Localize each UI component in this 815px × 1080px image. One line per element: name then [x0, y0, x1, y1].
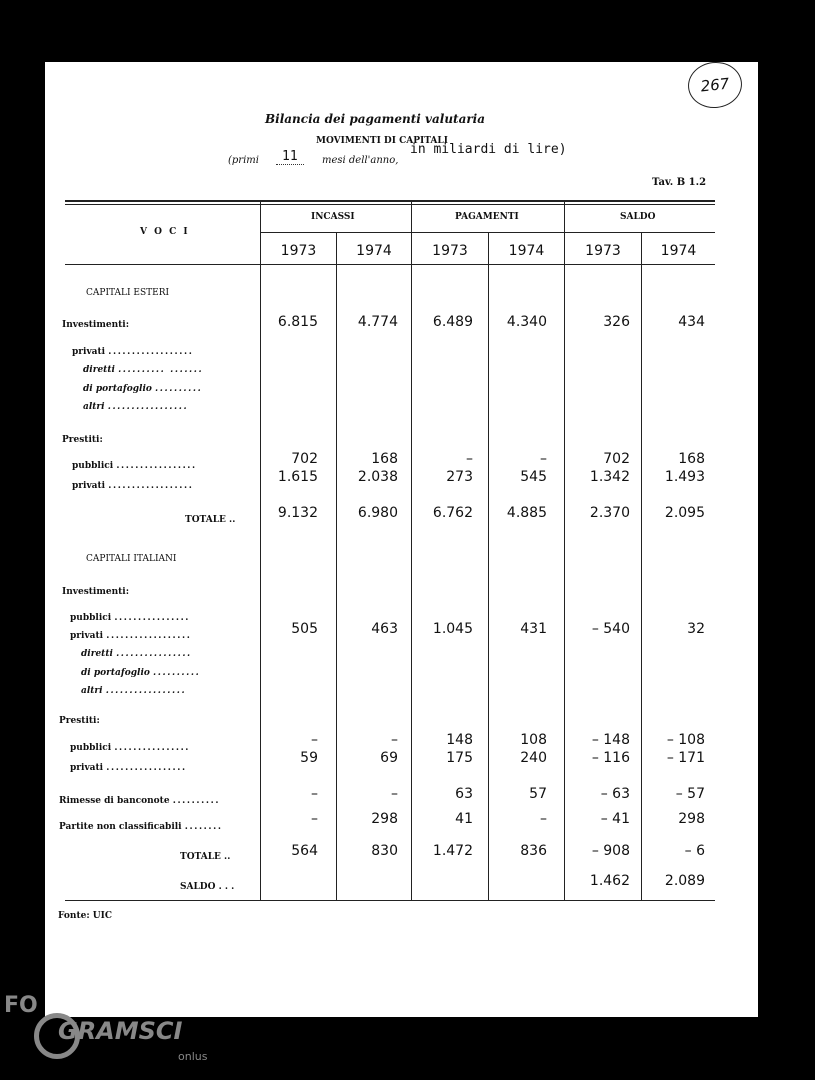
table-bottom-rule: [65, 900, 715, 901]
year-header: 1973: [280, 243, 317, 259]
year-header: 1974: [508, 243, 545, 259]
table-cell: – 41: [600, 811, 630, 827]
table-cell: 702: [291, 451, 318, 467]
table-cell: – 6: [684, 843, 705, 859]
table-cell: 2.038: [357, 469, 398, 485]
label-pubblici: pubblici .................: [72, 461, 197, 471]
label-diretti: diretti .......... .......: [83, 365, 204, 375]
table-cell: –: [311, 732, 318, 748]
table-cell: 69: [380, 750, 398, 766]
table-cell: –: [391, 786, 398, 802]
table-cell: 32: [687, 621, 705, 637]
table-cell: 830: [371, 843, 398, 859]
table-cell: 148: [446, 732, 473, 748]
table-cell: 463: [371, 621, 398, 637]
table-cell: 836: [520, 843, 547, 859]
section-capitali-italiani: CAPITALI ITALIANI: [86, 554, 177, 564]
table-cell: – 540: [591, 621, 630, 637]
label-privati: privati ..................: [72, 347, 194, 357]
table-cell: – 116: [591, 750, 630, 766]
table-cell: 505: [291, 621, 318, 637]
table-cell: 702: [603, 451, 630, 467]
table-cell: – 908: [591, 843, 630, 859]
watermark-prefix: FO: [4, 993, 38, 1018]
header-bottom-rule: [65, 264, 715, 265]
table-cell: 434: [678, 314, 705, 330]
table-cell: 63: [455, 786, 473, 802]
table-cell: 6.980: [357, 505, 398, 521]
year-header: 1973: [432, 243, 468, 259]
table-cell: –: [540, 811, 547, 827]
table-cell: 564: [291, 843, 318, 859]
table-cell: 168: [678, 451, 705, 467]
label-investimenti: Investimenti:: [62, 320, 130, 330]
label-diretti-it: diretti ................: [81, 649, 192, 659]
table-top-rule: [65, 200, 715, 202]
label-portafoglio-it: di portafoglio ..........: [81, 668, 201, 678]
table-cell: –: [466, 451, 473, 467]
table-cell: – 171: [666, 750, 705, 766]
table-cell: –: [391, 732, 398, 748]
table-cell: 1.045: [432, 621, 473, 637]
table-cell: 1.493: [664, 469, 705, 485]
table-cell: 273: [446, 469, 473, 485]
table-cell: – 108: [666, 732, 705, 748]
year-header: 1974: [356, 243, 392, 259]
watermark-brand: GRAMSCI: [58, 1017, 183, 1045]
unit-label: in miliardi di lire): [410, 142, 567, 157]
table-cell: – 63: [600, 786, 630, 802]
label-altri: altri .................: [83, 402, 189, 412]
table-cell: 41: [455, 811, 473, 827]
document-subtitle: MOVIMENTI DI CAPITALI: [316, 136, 448, 146]
table-cell: 1.615: [277, 469, 318, 485]
table-cell: 298: [371, 811, 398, 827]
table-cell: 326: [603, 314, 630, 330]
table-cell: 175: [446, 750, 473, 766]
label-altri-it: altri .................: [81, 686, 187, 696]
label-saldo: SALDO . . .: [180, 882, 235, 892]
table-cell: 168: [371, 451, 398, 467]
table-cell: 2.370: [589, 505, 630, 521]
table-cell: 1.462: [589, 873, 630, 889]
label-privati-prestiti-it: privati .................: [70, 763, 187, 773]
table-cell: 59: [300, 750, 318, 766]
label-totale-esteri: TOTALE ..: [185, 515, 236, 525]
label-prestiti: Prestiti:: [62, 435, 103, 445]
saldo-header: SALDO: [620, 212, 656, 222]
label-pubblici-prestiti-it: pubblici ................: [70, 743, 191, 753]
page-number-stamp: 267: [686, 59, 745, 110]
table-cell: 431: [520, 621, 547, 637]
period-suffix: mesi dell'anno,: [322, 155, 399, 166]
table-cell: 6.815: [277, 314, 318, 330]
table-cell: –: [540, 451, 547, 467]
table-cell: 9.132: [277, 505, 318, 521]
document-title: Bilancia dei pagamenti valutaria: [265, 112, 486, 126]
label-prestiti-it: Prestiti:: [59, 716, 100, 726]
label-rimesse: Rimesse di banconote ..........: [59, 796, 221, 806]
label-partite: Partite non classificabili ........: [59, 822, 223, 832]
section-capitali-esteri: CAPITALI ESTERI: [86, 288, 170, 298]
table-cell: 6.762: [432, 505, 473, 521]
table-top-rule-2: [65, 204, 715, 205]
table-cell: 2.095: [664, 505, 705, 521]
table-cell: 108: [520, 732, 547, 748]
table-cell: –: [311, 811, 318, 827]
table-cell: 2.089: [664, 873, 705, 889]
pagamenti-header: PAGAMENTI: [455, 212, 519, 222]
watermark-sub: onlus: [178, 1050, 208, 1063]
table-cell: –: [311, 786, 318, 802]
table-cell: 298: [678, 811, 705, 827]
table-cell: 57: [529, 786, 547, 802]
table-cell: 545: [520, 469, 547, 485]
year-header: 1973: [585, 243, 621, 259]
label-portafoglio: di portafoglio ..........: [83, 384, 203, 394]
table-cell: – 148: [591, 732, 630, 748]
label-totale-italiani: TOTALE ..: [180, 852, 231, 862]
incassi-header: INCASSI: [311, 212, 355, 222]
voci-header: V O C I: [140, 227, 190, 237]
label-pubblici-it: pubblici ................: [70, 613, 191, 623]
table-cell: 4.340: [506, 314, 547, 330]
table-cell: – 57: [675, 786, 705, 802]
source-note: Fonte: UIC: [58, 911, 113, 921]
table-cell: 4.885: [506, 505, 547, 521]
table-cell: 240: [520, 750, 547, 766]
label-privati-it: privati ..................: [70, 631, 192, 641]
label-investimenti-it: Investimenti:: [62, 587, 130, 597]
period-prefix: (primi: [228, 155, 259, 166]
table-cell: 1.342: [589, 469, 630, 485]
period-months: 11: [276, 149, 304, 165]
label-privati-prestiti: privati ..................: [72, 481, 194, 491]
table-reference: Tav. B 1.2: [652, 177, 707, 188]
year-header: 1974: [660, 243, 697, 259]
table-cell: 6.489: [432, 314, 473, 330]
table-cell: 4.774: [357, 314, 398, 330]
table-cell: 1.472: [432, 843, 473, 859]
